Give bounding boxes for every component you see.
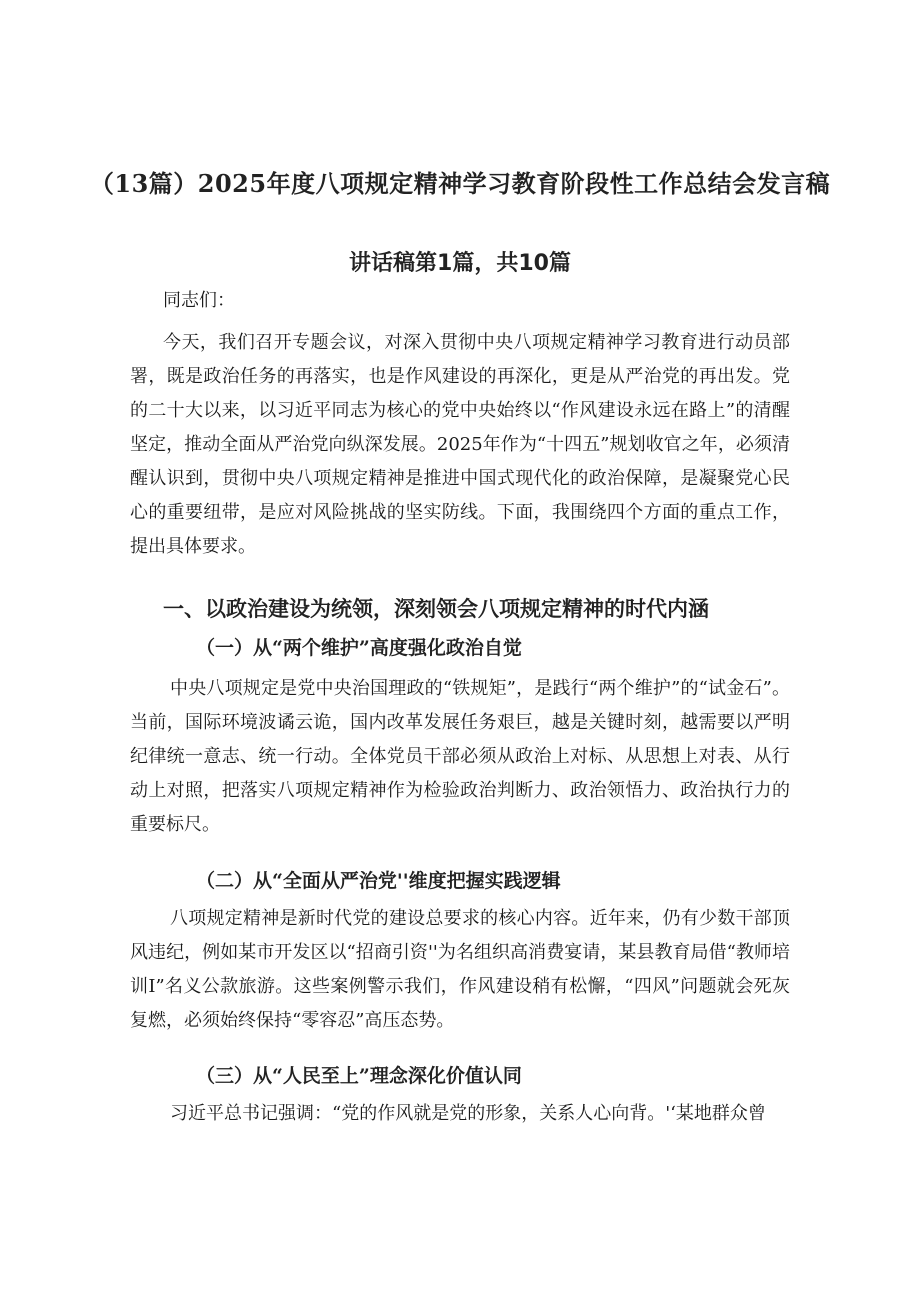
subsection-2-paragraph: 八项规定精神是新时代党的建设总要求的核心内容。近年来，仍有少数干部顶风违纪，例如某市开发区以“招商引资''为名组织高消费宴请，某县教育局借“教师培训I”名义公款旅游。这些案例警示我们，作风建设稍有松懈，“四风”问题就会死灰复燃，必须始终保持“零容忍”高压态势。 bbox=[130, 908, 790, 1031]
subsection-3-heading: （三）从“人民至上”理念深化价值认同 bbox=[196, 1065, 522, 1087]
subsection-2-heading: （二）从“全面从严治党''维度把握实践逻辑 bbox=[196, 870, 561, 892]
intro-paragraph: 今天，我们召开专题会议，对深入贯彻中央八项规定精神学习教育进行动员部署，既是政治任务的再落实，也是作风建设的再深化，更是从严治党的再出发。党的二十大以来，以习近平同志为核心的党中央始终以“作风建设永远在路上”的清醒坚定，推动全面从严治党向纵深发展。2025年作为“十四五”规划收官之年，必须清醒认识到，贯彻中央八项规定精神是推进中国式现代化的政治保障，是凝聚党心民心的重要纽带，是应对风险挑战的坚实防线。下面，我围绕四个方面的重点工作，提出具体要求。 bbox=[130, 332, 790, 557]
subsection-1-paragraph: 中央八项规定是党中央治国理政的“铁规矩”，是践行“两个维护”的“试金石”。当前，国际环境波谲云诡，国内改革发展任务艰巨，越是关键时刻，越需要以严明纪律统一意志、统一行动。全体党员干部必须从政治上对标、从思想上对表、从行动上对照，把落实八项规定精神作为检验政治判断力、政治领悟力、政治执行力的重要标尺。 bbox=[130, 678, 790, 835]
subsection-1-heading: （一）从“两个维护”高度强化政治自觉 bbox=[196, 637, 522, 659]
document-title: （13篇）2025年度八项规定精神学习教育阶段性工作总结会发言稿 bbox=[89, 169, 831, 198]
subsection-3-paragraph: 习近平总书记强调：“党的作风就是党的形象，关系人心向背。'‘某地群众曾 bbox=[170, 1103, 766, 1124]
section-1-heading: 一、以政治建设为统领，深刻领会八项规定精神的时代内涵 bbox=[163, 597, 709, 621]
salutation: 同志们： bbox=[163, 290, 235, 311]
document-subtitle: 讲话稿第1篇，共10篇 bbox=[349, 251, 571, 276]
